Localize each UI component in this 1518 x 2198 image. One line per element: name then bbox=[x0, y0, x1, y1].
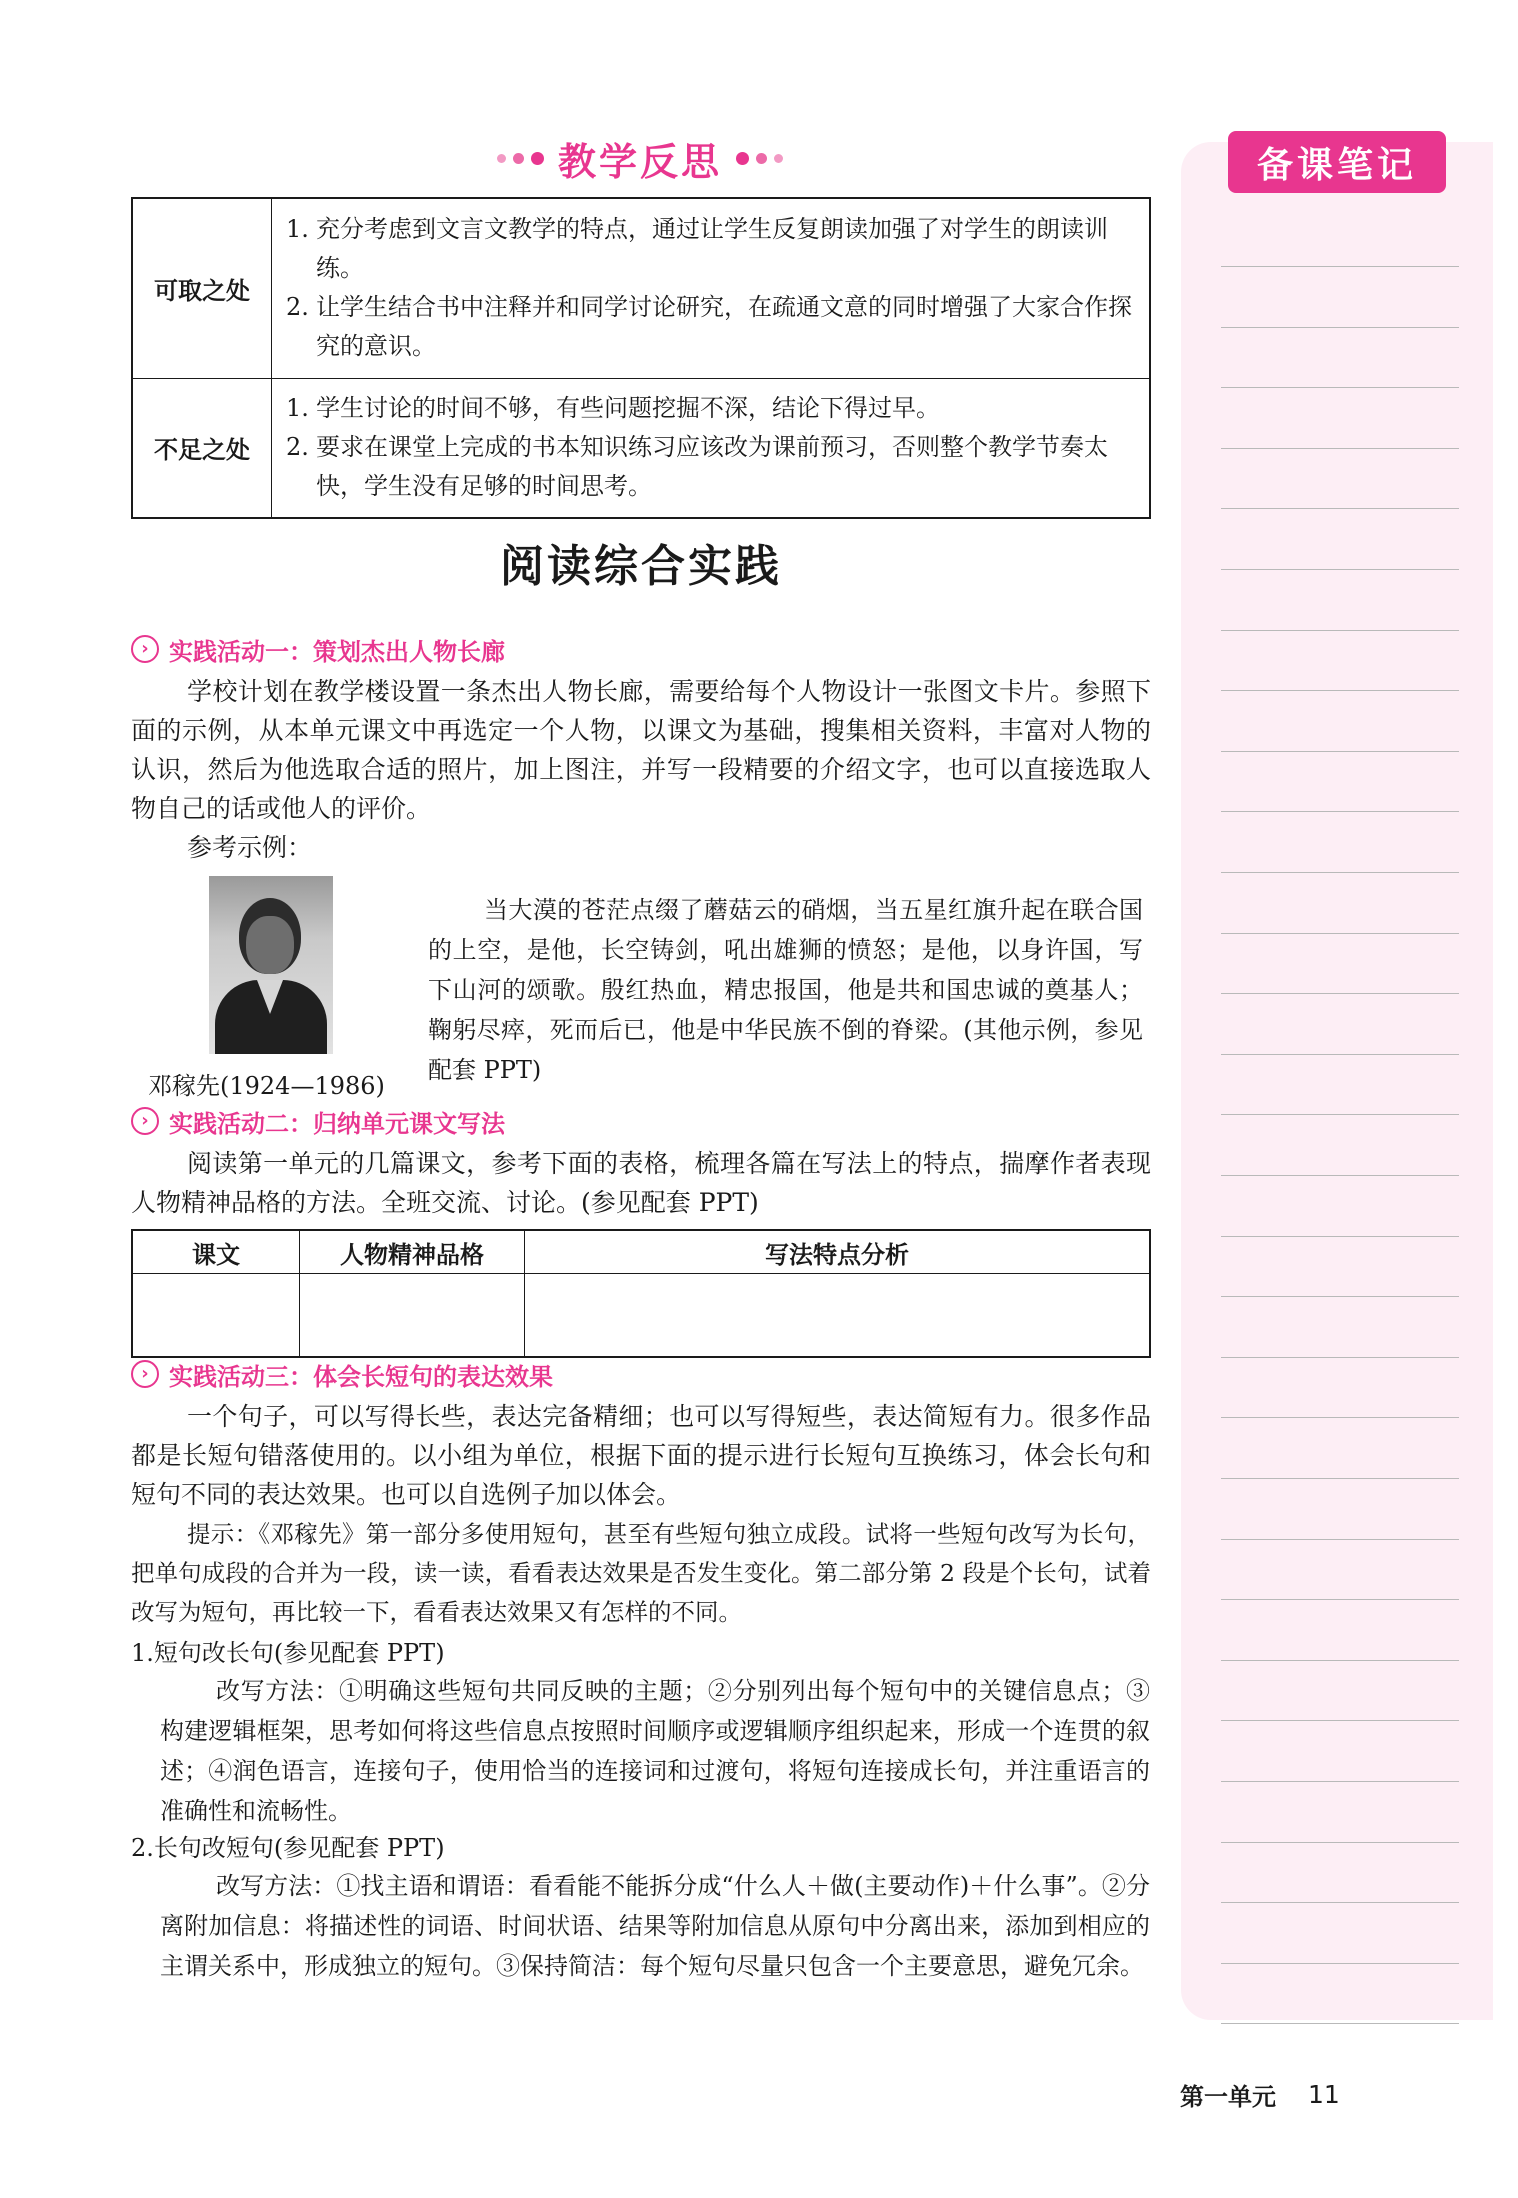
activity-3-text: 一个句子，可以写得长些，表达完备精细；也可以写得短些，表达简短有力。很多作品都是长短句错落使用的。以小组为单位，根据下面的提示进行长短句互换练习，体会长句和短句不同的表达效果。也可以自选例子加以体会。 bbox=[131, 1402, 1151, 1509]
note-line bbox=[1221, 690, 1459, 691]
table-row bbox=[132, 378, 1150, 518]
list-item: 2. 让学生结合书中注释并和同学讨论研究，在疏通文意的同时增强了大家合作探究的意识。 bbox=[286, 293, 1132, 361]
note-line bbox=[1221, 1660, 1459, 1661]
note-line bbox=[1221, 811, 1459, 812]
row-label: 可取之处 bbox=[132, 198, 272, 378]
note-line bbox=[1221, 1417, 1459, 1418]
note-line bbox=[1221, 630, 1459, 631]
table-row bbox=[132, 198, 1150, 378]
activity-2-text: 阅读第一单元的几篇课文，参考下面的表格，梳理各篇在写法上的特点，揣摩作者表现人物精神品格的方法。全班交流、讨论。(参见配套 PPT) bbox=[131, 1149, 1151, 1217]
note-line bbox=[1221, 1296, 1459, 1297]
activity-3-hint: 提示：《邓稼先》第一部分多使用短句，甚至有些短句独立成段。试将一些短句改写为长句，把单句成段的合并为一段，读一读，看看表达效果是否发生变化。第二部分第 2 段是个长句，试着改写为短句，再比较一下，看看表达效果又有怎样的不同。 bbox=[131, 1520, 1151, 1626]
note-line bbox=[1221, 933, 1459, 934]
note-line bbox=[1221, 1539, 1459, 1540]
note-line bbox=[1221, 1236, 1459, 1237]
note-line bbox=[1221, 1478, 1459, 1479]
note-line bbox=[1221, 1963, 1459, 1964]
reflection-title: 教学反思 bbox=[557, 139, 722, 184]
note-line bbox=[1221, 872, 1459, 873]
note-line bbox=[1221, 387, 1459, 388]
note-line bbox=[1221, 1114, 1459, 1115]
decorative-dots-icon bbox=[736, 152, 783, 165]
column-header: 课文 bbox=[132, 1230, 300, 1274]
decorative-dots-icon bbox=[497, 152, 544, 165]
column-header: 写法特点分析 bbox=[525, 1230, 1151, 1274]
list-item: 1. 充分考虑到文言文教学的特点，通过让学生反复朗读加强了对学生的朗读训练。 bbox=[286, 215, 1108, 283]
subheading-short-to-long: 1.短句改长句(参见配套 PPT) bbox=[131, 1639, 445, 1667]
row-content bbox=[272, 198, 1151, 378]
photo-caption: 邓稼先(1924—1986) bbox=[148, 1072, 385, 1100]
method-long-to-short: 改写方法：①找主语和谓语：看看能不能拆分成“什么人＋做(主要动作)＋什么事”。②分离附加信息：将描述性的词语、时间状语、结果等附加信息从原句中分离出来，添加到相应的主谓关系中，形成独立的短句。③保持简洁：每个短句尽量只包含一个主要意思，避免冗余。 bbox=[160, 1872, 1150, 1980]
chevron-right-icon: › bbox=[131, 1107, 159, 1135]
row-label: 不足之处 bbox=[132, 378, 272, 518]
note-line bbox=[1221, 1720, 1459, 1721]
note-line bbox=[1221, 1902, 1459, 1903]
reflection-header bbox=[475, 128, 805, 188]
table-row bbox=[132, 1274, 1150, 1358]
chevron-right-icon: › bbox=[131, 635, 159, 663]
activity-2-header: › 实践活动二：归纳单元课文写法 bbox=[131, 1104, 505, 1138]
note-line bbox=[1221, 1054, 1459, 1055]
portrait-photo bbox=[209, 876, 333, 1054]
note-line bbox=[1221, 448, 1459, 449]
chevron-right-icon: › bbox=[131, 1360, 159, 1388]
list-item: 2. 要求在课堂上完成的书本知识练习应该改为课前预习，否则整个教学节奏太快，学生没有足够的时间思考。 bbox=[286, 433, 1108, 501]
note-line bbox=[1221, 1599, 1459, 1600]
activity-1-header: › 实践活动一：策划杰出人物长廊 bbox=[131, 632, 505, 666]
note-line bbox=[1221, 1781, 1459, 1782]
activity-1-text: 学校计划在教学楼设置一条杰出人物长廊，需要给每个人物设计一张图文卡片。参照下面的示例，从本单元课文中再选定一个人物，以课文为基础，搜集相关资料，丰富对人物的认识，然后为他选取合适的照片，加上图注，并写一段精要的介绍文字，也可以直接选取人物自己的话或他人的评价。 bbox=[131, 677, 1151, 823]
note-line bbox=[1221, 1357, 1459, 1358]
example-quote: 当大漠的苍茫点缀了蘑菇云的硝烟，当五星红旗升起在联合国的上空，是他，长空铸剑，吼出雄狮的愤怒；是他，以身许国，写下山河的颂歌。殷红热血，精忠报国，他是共和国忠诚的奠基人；鞠躬尽瘁，死而后已，他是中华民族不倒的脊梁。(其他示例，参见配套 PPT) bbox=[428, 896, 1143, 1084]
note-line bbox=[1221, 751, 1459, 752]
note-line bbox=[1221, 327, 1459, 328]
note-line bbox=[1221, 1175, 1459, 1176]
note-line bbox=[1221, 1842, 1459, 1843]
notes-panel bbox=[1181, 142, 1493, 2020]
note-line bbox=[1221, 266, 1459, 267]
activity-3-header: › 实践活动三：体会长短句的表达效果 bbox=[131, 1357, 553, 1391]
subheading-long-to-short: 2.长句改短句(参见配套 PPT) bbox=[131, 1834, 445, 1862]
note-line bbox=[1221, 2023, 1459, 2024]
table-header-row bbox=[132, 1230, 1150, 1274]
note-line bbox=[1221, 993, 1459, 994]
note-line bbox=[1221, 508, 1459, 509]
example-label: 参考示例： bbox=[187, 833, 313, 862]
page-number: 11 bbox=[1308, 2080, 1340, 2109]
note-line bbox=[1221, 569, 1459, 570]
method-short-to-long: 改写方法：①明确这些短句共同反映的主题；②分别列出每个短句中的关键信息点；③构建逻辑框架，思考如何将这些信息点按照时间顺序或逻辑顺序组织起来，形成一个连贯的叙述；④润色语言，连接句子，使用恰当的连接词和过渡句，将短句连接成长句，并注重语言的准确性和流畅性。 bbox=[160, 1677, 1150, 1825]
row-content bbox=[272, 378, 1151, 518]
section-title: 阅读综合实践 bbox=[500, 541, 782, 592]
notes-tag: 备课笔记 bbox=[1228, 131, 1446, 193]
writing-analysis-table bbox=[131, 1229, 1151, 1358]
column-header: 人物精神品格 bbox=[300, 1230, 525, 1274]
page-footer bbox=[1180, 2077, 1340, 2112]
unit-label: 第一单元 bbox=[1180, 2083, 1276, 2111]
reflection-table bbox=[131, 197, 1151, 519]
list-item: 1. 学生讨论的时间不够，有些问题挖掘不深，结论下得过早。 bbox=[286, 394, 940, 423]
